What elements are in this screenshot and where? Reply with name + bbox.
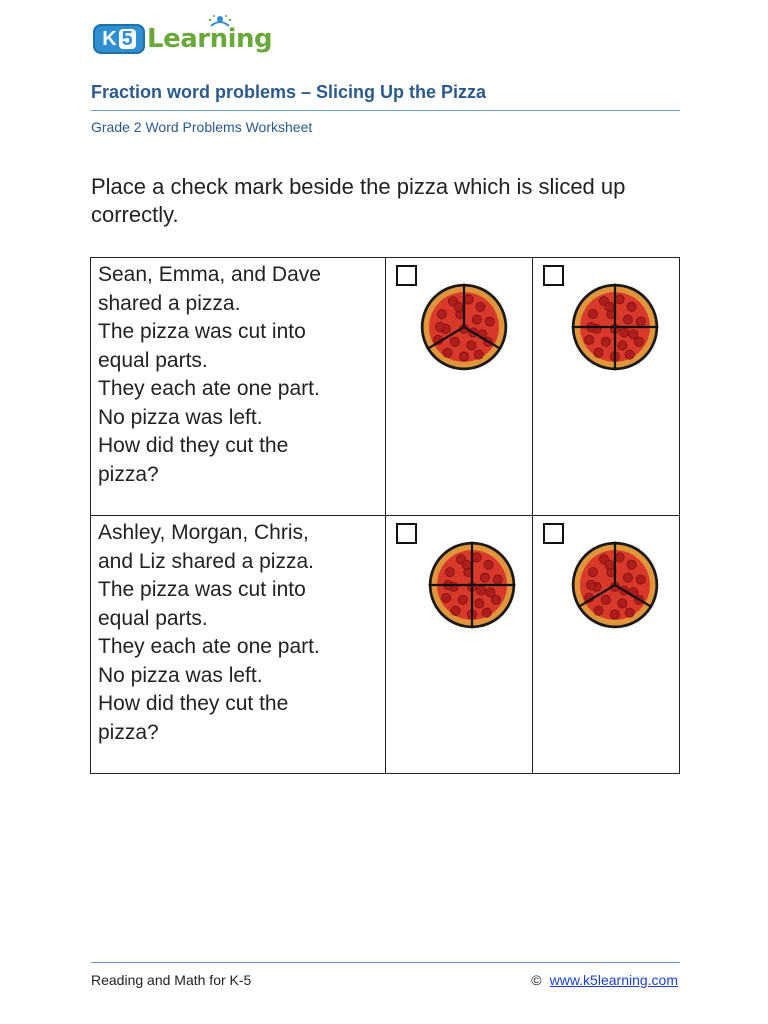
- pepperoni: [458, 595, 467, 604]
- pepperoni: [450, 337, 459, 346]
- pepperoni: [615, 553, 624, 562]
- pepperoni: [620, 328, 629, 337]
- problem-2-option-2-checkbox[interactable]: [543, 523, 564, 544]
- pepperoni: [477, 586, 486, 595]
- problem-1-option-2-checkbox[interactable]: [543, 265, 564, 286]
- pepperoni: [627, 302, 636, 311]
- pizza-quarters-icon: [569, 281, 661, 373]
- pepperoni: [618, 599, 627, 608]
- pepperoni: [482, 608, 491, 617]
- problem-2-option-1: [386, 516, 533, 774]
- k5-learning-logo: [93, 22, 272, 56]
- pepperoni: [442, 593, 451, 602]
- logo-figure-icon: [205, 14, 235, 36]
- problem-2-line: No pizza was left.: [98, 663, 263, 687]
- pepperoni: [586, 580, 595, 589]
- logo-badge-number: 5: [119, 29, 136, 49]
- pepperoni: [464, 295, 473, 304]
- pepperoni: [472, 315, 481, 324]
- pepperoni: [601, 337, 610, 346]
- page-title: Fraction word problems – Slicing Up the Pizza: [91, 82, 487, 102]
- pepperoni: [476, 302, 485, 311]
- footer-tagline: Reading and Math for K-5: [91, 972, 252, 988]
- pepperoni: [437, 310, 446, 319]
- problem-1-line: No pizza was left.: [98, 405, 263, 429]
- pepperoni: [484, 560, 493, 569]
- pepperoni: [472, 553, 481, 562]
- problem-1-line: equal parts.: [98, 348, 208, 372]
- problem-1-option-2: [533, 258, 680, 516]
- pepperoni: [636, 575, 645, 584]
- pepperoni: [605, 560, 614, 569]
- pepperoni: [435, 322, 444, 331]
- pepperoni: [636, 317, 645, 326]
- pizza-thirds-icon: [569, 539, 661, 631]
- logo-badge: [93, 24, 145, 54]
- instruction-text: Place a check mark beside the pizza which is sliced up correctly.: [91, 174, 626, 227]
- pepperoni: [585, 335, 594, 344]
- header-divider: [91, 110, 680, 111]
- problem-1-line: pizza?: [98, 462, 159, 486]
- pepperoni: [485, 317, 494, 326]
- pepperoni: [491, 595, 500, 604]
- pepperoni: [623, 315, 632, 324]
- problem-1-option-1: [386, 258, 533, 516]
- problem-2-line: and Liz shared a pizza.: [98, 549, 314, 573]
- pepperoni: [594, 606, 603, 615]
- pepperoni: [462, 560, 471, 569]
- problem-2-line: equal parts.: [98, 606, 208, 630]
- pepperoni: [459, 352, 468, 361]
- k5learning-link[interactable]: www.k5learning.com: [549, 972, 678, 988]
- page-subtitle: Grade 2 Word Problems Worksheet: [91, 119, 313, 135]
- pepperoni: [615, 295, 624, 304]
- pepperoni: [467, 341, 476, 350]
- pepperoni: [618, 341, 627, 350]
- problem-2-line: How did they cut the: [98, 692, 289, 715]
- problems-table: [90, 257, 680, 774]
- pepperoni: [634, 337, 643, 346]
- pepperoni: [475, 599, 484, 608]
- pepperoni: [594, 348, 603, 357]
- pepperoni: [493, 575, 502, 584]
- problem-2-text: [91, 516, 386, 774]
- footer-copyright: [531, 972, 678, 988]
- pepperoni: [601, 595, 610, 604]
- problem-1-option-1-checkbox[interactable]: [396, 265, 417, 286]
- logo-wordmark: Learning: [147, 24, 273, 54]
- problem-2-line: Ashley, Morgan, Chris,: [98, 521, 309, 544]
- pepperoni: [454, 302, 463, 311]
- pepperoni: [588, 310, 597, 319]
- problem-1-line: How did they cut the: [98, 434, 289, 457]
- problem-2-option-1-checkbox[interactable]: [396, 523, 417, 544]
- pizza-thirds-icon: [418, 281, 510, 373]
- pepperoni: [445, 568, 454, 577]
- pepperoni: [443, 348, 452, 357]
- problem-1-text: [91, 258, 386, 516]
- problem-1-line: Sean, Emma, and Dave: [98, 263, 321, 286]
- problem-2-option-2: [533, 516, 680, 774]
- problem-2-line: pizza?: [98, 720, 159, 744]
- problem-1-line: shared a pizza.: [98, 291, 241, 315]
- footer-divider: [91, 962, 680, 963]
- pepperoni: [605, 302, 614, 311]
- pepperoni: [627, 560, 636, 569]
- problem-row-1: [91, 258, 680, 516]
- pepperoni: [625, 350, 634, 359]
- problem-2-line: The pizza was cut into: [98, 578, 306, 601]
- problem-row-2: [91, 516, 680, 774]
- pizza-quarters-icon: [426, 539, 518, 631]
- pepperoni: [451, 606, 460, 615]
- problem-2-line: They each ate one part.: [98, 635, 320, 658]
- pepperoni: [610, 610, 619, 619]
- pepperoni: [474, 350, 483, 359]
- problem-1-line: They each ate one part.: [98, 377, 320, 400]
- pepperoni: [480, 573, 489, 582]
- copyright-symbol: ©: [531, 972, 542, 988]
- problem-1-line: The pizza was cut into: [98, 320, 306, 343]
- pepperoni: [625, 608, 634, 617]
- pepperoni: [588, 568, 597, 577]
- logo-badge-letter: K: [102, 27, 117, 50]
- pepperoni: [623, 573, 632, 582]
